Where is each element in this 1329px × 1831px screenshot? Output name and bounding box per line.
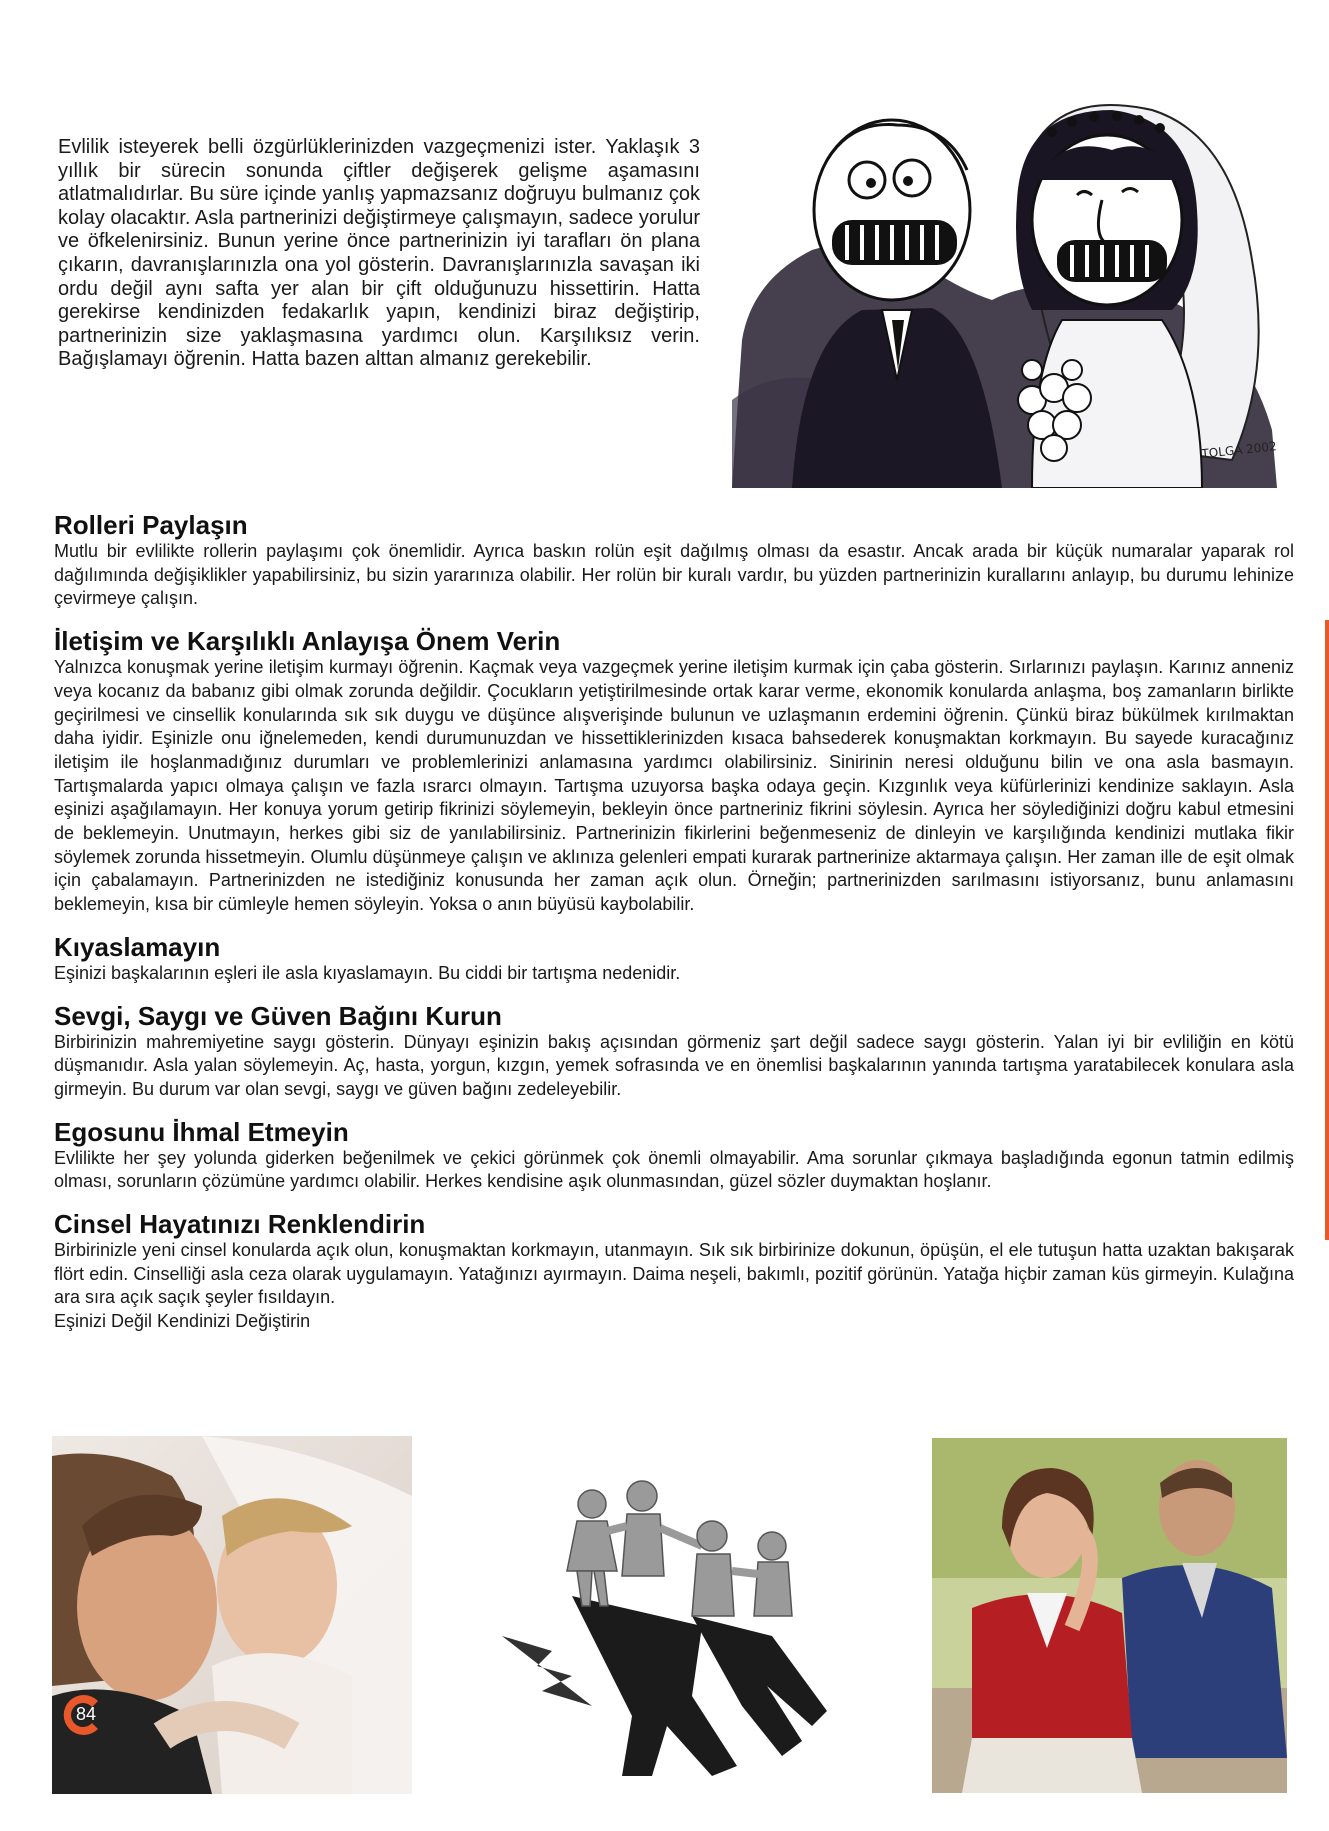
section-kiyaslamayin: [54, 932, 1294, 986]
couple-embrace-photo: [52, 1436, 412, 1794]
right-edge-accent: [1325, 620, 1329, 1240]
wedding-cartoon-illustration: [732, 40, 1292, 488]
section-heading: İletişim ve Karşılıklı Anlayışa Önem Verin: [54, 626, 561, 657]
section-heading: Rolleri Paylaşın: [54, 510, 248, 540]
section-heading: Sevgi, Saygı ve Güven Bağını Kurun: [54, 1000, 502, 1031]
cartoon-signature: TOLGA 2002: [1200, 439, 1278, 461]
paper-family-cutout-image: [482, 1476, 877, 1776]
section-body: Birbirinizin mahremiyetine saygı gösterin. Dünyayı eşinizin bakış açısından görmeniz şart değil sadece saygı gösterin. Yalan iyi bir evliliğin en kötü düşmanıdır. Asla yalan söylemeyin. Aç, hasta, yorgun, kızgın, yemek sofrasında ve en önemlisi başkalarının yanında tartışma yaratabilecek konulara asla girmeyin. Bu durum var olan sevgi, saygı ve güven bağını zedeleyebilir.: [54, 1031, 1294, 1099]
section-body: Birbirinizle yeni cinsel konularda açık olun, konuşmaktan korkmayın, utanmayın. Sık sık birbirinize dokunun, öpüşün, el ele tutuşun hatta uzaktan bakışarak flört edin. Cinselliği asla ceza olarak uygulamayın. Yatağınızı ayırmayın. Daima neşeli, bakımlı, pozitif görünün. Yatağa hiçbir zaman küs girmeyin. Kulağına ara sıra açık saçık şeyler fısıldayın.: [54, 1240, 1294, 1308]
intro-paragraph: Evlilik isteyerek belli özgürlüklerinizden vazgeçmenizi ister. Yaklaşık 3 yıllık bir sürecin sonunda çiftler değişerek gelişme aşamasını atlatmalıdırlar. Bu süre içinde yanlış yapmazsanız doğruyu bulmanız çok kolay olacaktır. Asla partnerinizi değiştirmeye çalışmayın, sadece yorulur ve öfkelenirsiniz. Bunun yerine önce partnerinizin iyi tarafları ön plana çıkarın, davranışlarınızla ona yol gösterin. Davranışlarınızla savaşan iki ordu değil aynı safta yer alan bir çift olduğunuzu hissettirin. Hatta gerekirse kendinizden fedakarlık yapın, kendinizi biraz değiştirip, partnerinizin size yaklaşmasına yardımcı olun. Karşılıksız verin. Bağışlamayı öğrenin. Hatta bazen alttan almanız gerekebilir.: [58, 136, 700, 371]
section-sevgi: [54, 1001, 1294, 1102]
section-footer-line: Eşinizi Değil Kendinizi Değiştirin: [54, 1311, 311, 1332]
section-heading: Cinsel Hayatınızı Renklendirin: [54, 1209, 426, 1240]
page-number-badge: [58, 1693, 102, 1737]
section-heading: Kıyaslamayın: [54, 931, 221, 962]
section-body: Eşinizi başkalarının eşleri ile asla kıyaslamayın. Bu ciddi bir tartışma nedenidir.: [54, 962, 681, 983]
section-body: Evlilikte her şey yolunda giderken beğenilmek ve çekici görünmek çok önemli olmayabilir. Ama sorunlar çıkmaya başladığında egonun tatmin edilmiş olması, sorunların çözümüne yardımcı olabilir. Herkes kendisine aşık olunmasından, güzel sözler duymaktan hoşlanır.: [54, 1147, 1294, 1192]
section-rolleri: [54, 510, 1294, 611]
page-number: 84: [76, 1704, 97, 1724]
upset-couple-photo: [932, 1438, 1287, 1793]
section-egosunu: [54, 1117, 1294, 1194]
section-body: Yalnızca konuşmak yerine iletişim kurmayı öğrenin. Kaçmak veya vazgeçmek yerine iletişim kurmak için çaba gösterin. Sırlarınızı paylaşın. Karınız anneniz veya kocanız da babanız gibi olmak zorunda değildir. Çocukların yetiştirilmesinde ortak karar verme, ekonomik konularda anlaşma, boş zamanların birlikte geçirilmesi ve cinsellik konularında sık sık duygu ve düşünce alışverişinde bulunun ve uzlaşmanın erdemini öğrenin. Çünkü biraz bükülmek kırılmaktan daha iyidir. Eşinizle onu iğnelemeden, kendi durumunuzdan ve hissettiklerinizden kısaca bahsederek konuşmaktan korkmayın. Bu sayede kuracağınız iletişim ile hoşlanmadığınız durumları ve problemlerinizi anlamasına yardımcı olabilirsiniz. Sinirinin neresi olduğunu bilin ve ona asla basmayın. Tartışmalarda yapıcı olmaya çalışın ve fazla ısrarcı olmayın. Tartışma uzuyorsa başka odaya geçin. Kızgınlık veya küfürlerinizi kendinize saklayın. Asla eşinizi aşağılamayın. Her konuya yorum getirip fikrinizi söylemeyin, bekleyin önce partneriniz fikrini söylesin. Ayrıca her söylediğinizi doğru kabul etmesini de beklemeyin. Unutmayın, herkes gibi siz de yanılabilirsiniz. Partnerinizin fikirlerini beğenmeseniz de dinleyin ve karşılığında kendinizi mutlaka fikir söylemek zorunda hissetmeyin. Olumlu düşünmeye çalışın ve aklınıza gelenleri empati kurarak partnerinize aktarmaya çalışın. Her zaman ille de eşit olmak için çabalamayın. Partnerinizden ne istediğiniz konusunda her zaman açık olun. Örneğin; partnerinizden sarılmasını istiyorsanız, bunu anlamasını beklemeyin, kısa bir cümleyle hemen söyleyin. Yoksa o anın büyüsü kaybolabilir.: [54, 657, 1294, 915]
article-body: [54, 510, 1294, 1349]
section-cinsel: [54, 1209, 1294, 1334]
section-heading: Egosunu İhmal Etmeyin: [54, 1116, 349, 1147]
section-iletisim: [54, 626, 1294, 917]
section-body: Mutlu bir evlilikte rollerin paylaşımı çok önemlidir. Ayrıca baskın rolün eşit dağılmış olması da esastır. Ancak arada bir küçük numaralar yaparak rol dağılımında değişiklikler yapabilirsiniz, bu sizin yararınıza olabilir. Her rolün bir kuralı vardır, bu yüzden partnerinizin kurallarını anlayıp, bu durumu lehinize çevirmeye çalışın.: [54, 541, 1294, 609]
